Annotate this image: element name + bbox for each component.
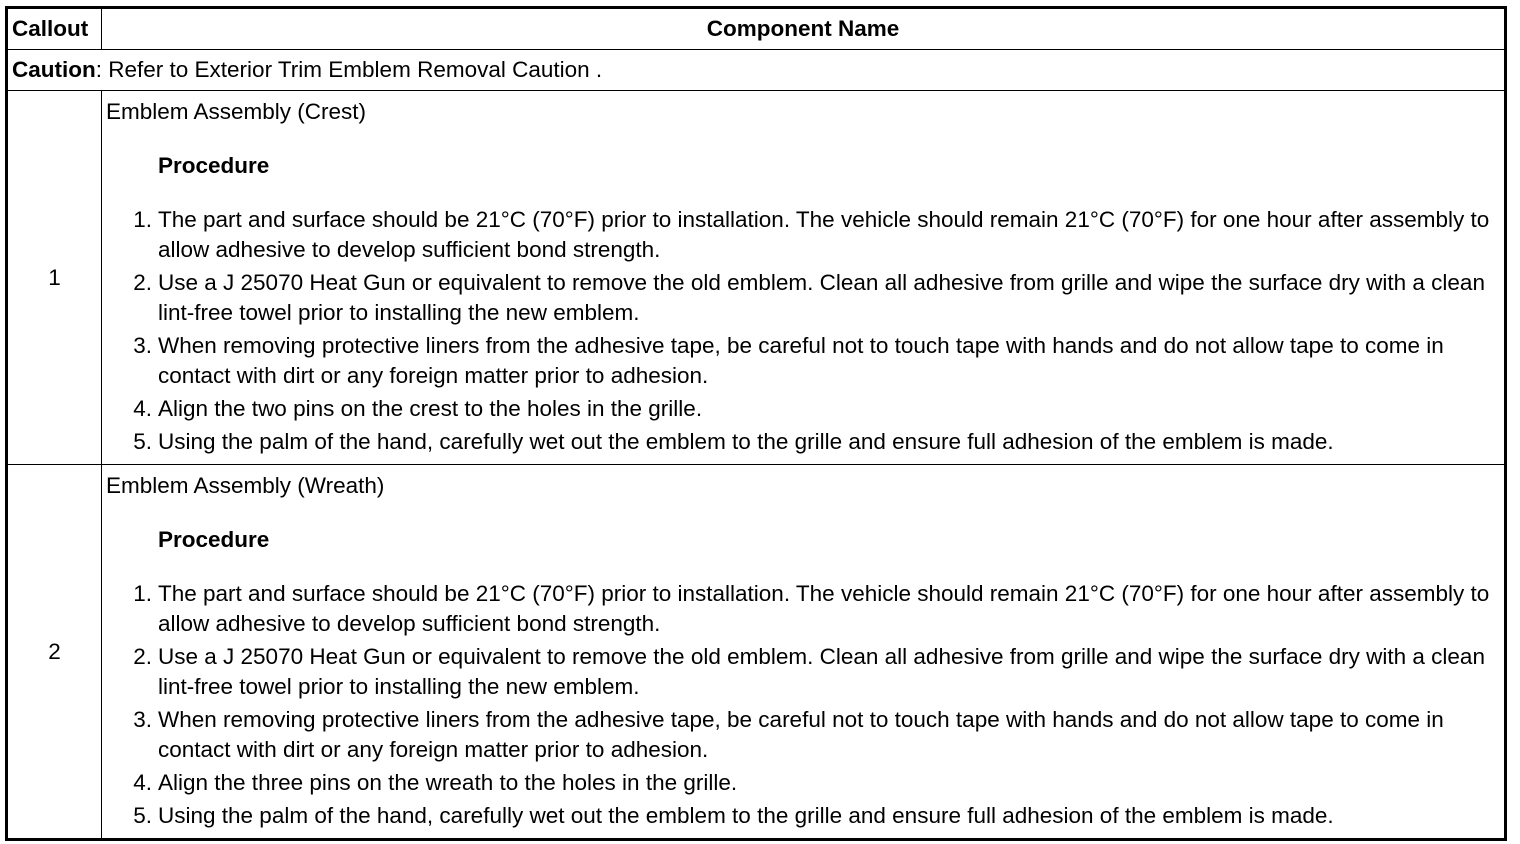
procedure-step	[133, 394, 1498, 424]
procedure-heading: Procedure	[158, 527, 270, 552]
callout-number: 1	[7, 91, 102, 465]
table-row	[7, 91, 1506, 465]
caution-text: : Refer to Exterior Trim Emblem Removal Caution .	[95, 57, 603, 82]
caution-label: Caution	[12, 57, 96, 82]
component-name-header: Component Name	[102, 8, 1506, 50]
step-text: Use a J 25070 Heat Gun or equivalent to remove the old emblem. Clean all adhesive from grille and wipe the surface dry with a clean lint-free towel prior to installing the new emblem.	[158, 270, 1485, 325]
procedure-step	[133, 205, 1498, 265]
procedure-step	[133, 801, 1498, 831]
procedure-steps	[106, 205, 1498, 457]
component-cell	[102, 465, 1506, 840]
step-number: 4.	[133, 770, 152, 795]
step-text: Align the three pins on the wreath to the holes in the grille.	[158, 770, 738, 795]
component-name: Emblem Assembly (Wreath)	[106, 473, 385, 498]
procedure-steps	[106, 579, 1498, 831]
caution-cell	[7, 50, 1506, 91]
procedure-step	[133, 331, 1498, 391]
step-number: 1.	[133, 207, 152, 232]
component-table	[5, 6, 1507, 841]
table-row	[7, 465, 1506, 840]
component-name: Emblem Assembly (Crest)	[106, 99, 367, 124]
procedure-step	[133, 768, 1498, 798]
step-number: 3.	[133, 333, 152, 358]
step-number: 2.	[133, 270, 152, 295]
caution-row	[7, 50, 1506, 91]
step-text: Align the two pins on the crest to the holes in the grille.	[158, 396, 703, 421]
component-cell	[102, 91, 1506, 465]
step-text: When removing protective liners from the adhesive tape, be careful not to touch tape with hands and do not allow tape to come in contact with dirt or any foreign matter prior to adhesion.	[158, 707, 1444, 762]
procedure-step	[133, 705, 1498, 765]
step-text: The part and surface should be 21°C (70°F) prior to installation. The vehicle should remain 21°C (70°F) for one hour after assembly to allow adhesive to develop sufficient bond strength.	[158, 581, 1490, 636]
step-number: 2.	[133, 644, 152, 669]
callout-header: Callout	[7, 8, 102, 50]
procedure-step	[133, 579, 1498, 639]
step-text: The part and surface should be 21°C (70°F) prior to installation. The vehicle should remain 21°C (70°F) for one hour after assembly to allow adhesive to develop sufficient bond strength.	[158, 207, 1490, 262]
step-number: 4.	[133, 396, 152, 421]
step-text: Using the palm of the hand, carefully wet out the emblem to the grille and ensure full adhesion of the emblem is made.	[158, 803, 1334, 828]
procedure-step	[133, 642, 1498, 702]
step-number: 5.	[133, 429, 152, 454]
step-number: 1.	[133, 581, 152, 606]
step-number: 3.	[133, 707, 152, 732]
callout-number: 2	[7, 465, 102, 840]
procedure-step	[133, 268, 1498, 328]
step-number: 5.	[133, 803, 152, 828]
header-row	[7, 8, 1506, 50]
step-text: Using the palm of the hand, carefully wet out the emblem to the grille and ensure full adhesion of the emblem is made.	[158, 429, 1334, 454]
step-text: Use a J 25070 Heat Gun or equivalent to remove the old emblem. Clean all adhesive from grille and wipe the surface dry with a clean lint-free towel prior to installing the new emblem.	[158, 644, 1485, 699]
procedure-step	[133, 427, 1498, 457]
procedure-heading: Procedure	[158, 153, 270, 178]
step-text: When removing protective liners from the adhesive tape, be careful not to touch tape with hands and do not allow tape to come in contact with dirt or any foreign matter prior to adhesion.	[158, 333, 1444, 388]
